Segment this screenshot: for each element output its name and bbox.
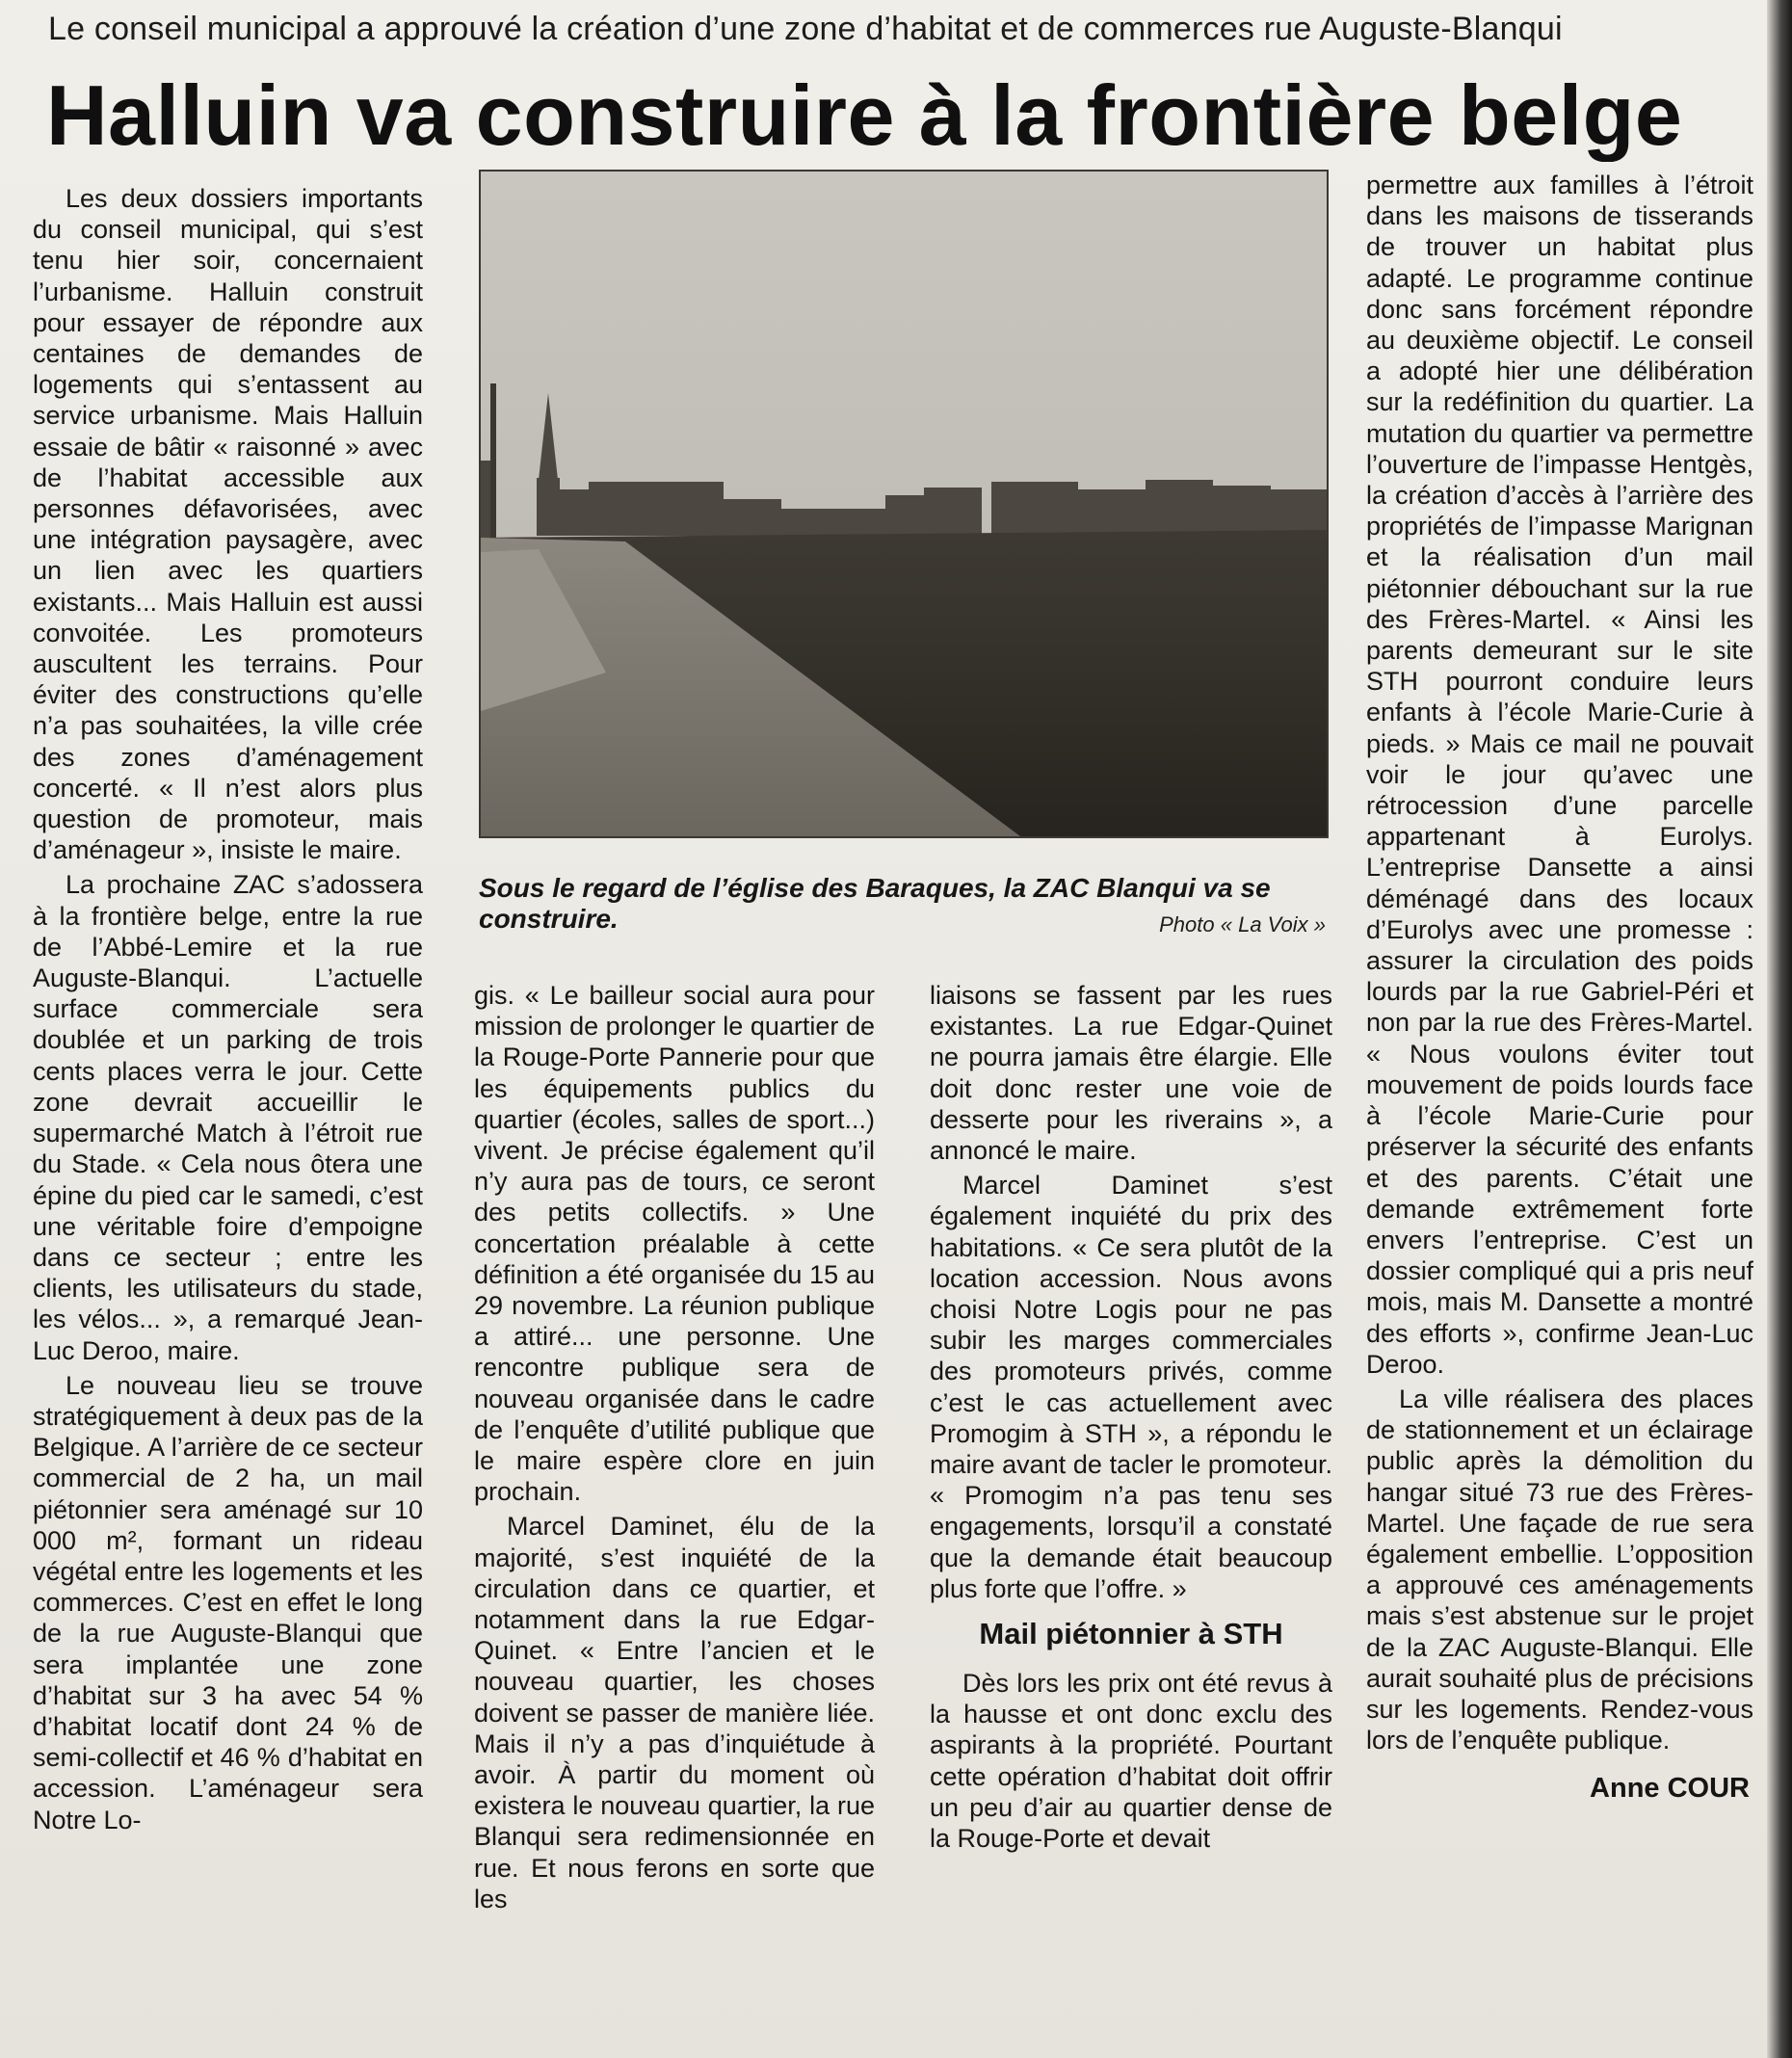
- page-edge-shadow: [1767, 0, 1792, 2058]
- section-subhead: Mail piétonnier à STH: [979, 1617, 1283, 1651]
- article-photo: [479, 170, 1329, 838]
- photo-caption: Sous le regard de l’église des Baraques, la ZAC Blanqui va se construire.: [479, 873, 1271, 934]
- paragraph: Les deux dossiers importants du conseil municipal, qui s’est tenu hier soir, concernaient l’urbanisme. Halluin construit pour essayer de répondre aux centaines de demandes de logements qui s’entassent au service urbanisme. Mais Halluin essaie de bâtir « raisonné » avec de l’habitat accessible aux personnes défavorisées, avec une intégration paysagère, avec un lien avec les quartiers existants... Mais Halluin est aussi convoitée. Les promoteurs auscultent les terrains. Pour éviter des constructions qu’elle n’a pas souhaitées, la ville crée des zones d’aménagement concerté. « Il n’est alors plus question de promoteur, mais d’aménageur », insiste le maire.: [33, 184, 423, 865]
- article-headline: Halluin va construire à la frontière belge: [46, 69, 1683, 162]
- paragraph: Le nouveau lieu se trouve stratégiquement à deux pas de la Belgique. A l’arrière de ce secteur commercial de 2 ha, un mail piétonnier sera aménagé sur 10 000 m², formant un rideau végétal entre les logements et les commerces. C’est en effet le long de la rue Auguste-Blanqui que sera implantée une zone d’habitat sur 3 ha avec 54 % d’habitat locatif dont 24 % de semi-collectif et 46 % d’habitat en accession. L’aménageur sera Notre Lo-: [33, 1370, 423, 1834]
- article-byline: Anne COUR: [1590, 1773, 1750, 1805]
- paragraph: permettre aux familles à l’étroit dans les maisons de tisserands de trouver un habitat plus adapté. Le programme continue donc sans forcément répondre au deuxième objectif. Le conseil a adopté hier une délibération sur la redéfinition du quartier. La mutation du quartier va permettre l’ouverture de l’impasse Hentgès, la création d’accès à l’arrière des propriétés de l’impasse Marignan et la réalisation d’un mail piétonnier débouchant sur la rue des Frères-Martel. « Ainsi les parents demeurant sur le site STH pourront conduire leurs enfants à l’école Marie-Curie à pieds. » Mais ce mail ne pouvait voir le jour qu’avec une rétrocession d’une parcelle appartenant à Eurolys. L’entreprise Dansette a ainsi déménagé dans des locaux d’Eurolys avec une promesse : assurer la circulation des poids lourds par la rue Gabriel-Péri et non par la rue des Frères-Martel. « Nous voulons éviter tout mouvement de poids lourds face à l’école Marie-Curie pour préserver la sécurité des enfants et des parents. C’était une demande extrêmement forte envers l’entreprise. C’est un dossier compliqué qui a pris neuf mois, mais M. Dansette a montré des efforts », confirme Jean-Luc Deroo.: [1366, 171, 1753, 1379]
- paragraph: La ville réalisera des places de stationnement et un éclairage public après la démolition du hangar situé 73 rue des Frères-Martel. Une façade de rue sera également embellie. L’opposition a approuvé ces aménagements mais s’est abstenue sur le projet de la ZAC Auguste-Blanqui. Elle aurait souhaité plus de précisions sur les logements. Rendez-vous lors de l’enquête publique.: [1366, 1384, 1753, 1755]
- paragraph: liaisons se fassent par les rues existantes. La rue Edgar-Quinet ne pourra jamais être élargie. Elle doit donc rester une voie de desserte pour les riverains », a annoncé le maire.: [930, 981, 1332, 1166]
- article-kicker: Le conseil municipal a approuvé la création d’une zone d’habitat et de commerces rue Auguste-Blanqui: [48, 11, 1563, 47]
- body-column-4: [1366, 170, 1753, 2058]
- paragraph: gis. « Le bailleur social aura pour mission de prolonger le quartier de la Rouge-Porte Pannerie pour que les équipements publics du quartier (écoles, salles de sport...) vivent. Je précise également qu’il n’y aura pas de tours, ce seront des petits collectifs. » Une concertation préalable à cette définition a été organisée du 15 au 29 novembre. La réunion publique a attiré... une personne. Une rencontre publique sera de nouveau organisée dans le cadre de l’enquête d’utilité publique que le maire espère clore en juin prochain.: [474, 981, 875, 1507]
- paragraph: Marcel Daminet s’est également inquiété du prix des habitations. « Ce sera plutôt de la location accession. Nous avons choisi Notre Logis pour ne pas subir les marges commerciales des promoteurs privés, comme c’est le cas actuellement avec Promogim à STH », a répondu le maire avant de tacler le promoteur. « Promogim n’a pas tenu ses engagements, lorsqu’il a constaté que la demande était beaucoup plus forte que l’offre. »: [930, 1171, 1332, 1603]
- body-column-3: [930, 980, 1332, 2058]
- paragraph: Dès lors les prix ont été revus à la hausse et ont donc exclu des aspirants à la propriété. Pourtant cette opération d’habitat doit offrir un peu d’air au quartier dense de la Rouge-Porte et devait: [930, 1669, 1332, 1854]
- church-field-photo-image: [481, 172, 1327, 836]
- paragraph: La prochaine ZAC s’adossera à la frontière belge, entre la rue de l’Abbé-Lemire et la rue Auguste-Blanqui. L’actuelle surface commerciale sera doublée et un parking de trois cents places verra le jour. Cette zone devrait accueillir le supermarché Match à l’étroit rue du Stade. « Cela nous ôtera une épine du pied car le samedi, c’est une véritable foire d’empoigne dans ce secteur ; entre les clients, les utilisateurs du stade, les vélos... », a remarqué Jean-Luc Deroo, maire.: [33, 870, 423, 1365]
- photo-credit: Photo « La Voix »: [1159, 912, 1326, 937]
- body-column-1: [33, 183, 423, 2058]
- body-column-2: [474, 980, 875, 2058]
- paragraph: Marcel Daminet, élu de la majorité, s’est inquiété de la circulation dans ce quartier, et notamment dans la rue Edgar-Quinet. « Entre l’ancien et le nouveau quartier, les choses doivent se passer de manière liée. Mais il n’y a pas d’inquiétude à avoir. À partir du moment où existera le nouveau quartier, la rue Blanqui sera redimensionnée en rue. Et nous ferons en sorte que les: [474, 1512, 875, 1913]
